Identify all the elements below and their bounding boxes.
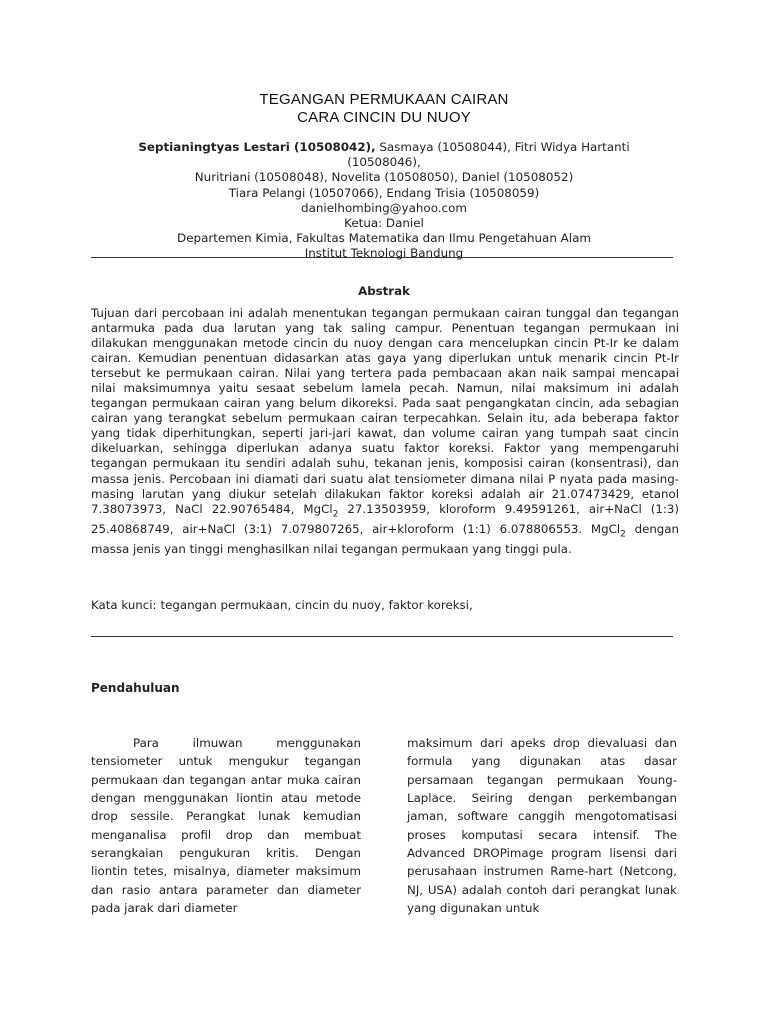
department: Departemen Kimia, Fakultas Matematika dan Ilmu Pengetahuan Alam xyxy=(177,231,591,246)
section-heading: Pendahuluan xyxy=(91,681,180,695)
header-divider xyxy=(91,257,673,258)
team-leader: Ketua: Daniel xyxy=(344,216,424,231)
keywords-list: tegangan permukaan, cincin du nuoy, faktor koreksi, xyxy=(160,598,473,612)
paper-title-line2: CARA CINCIN DU NUOY xyxy=(297,109,471,126)
abstract-heading: Abstrak xyxy=(358,284,410,298)
subscript-2: 2 xyxy=(332,508,339,519)
keywords-label: Kata kunci: xyxy=(91,598,157,612)
abstract-part1: Tujuan dari percobaan ini adalah menentukan tegangan permukaan cairan tunggal dan tegangan antarmuka pada dua larutan yang tak saling campur. Penentuan tegangan permukaan ini dilakukan menggunakan metode cincin du nuoy dengan cara mencelupkan cincin Pt-Ir ke dalam cairan. Kemudian penentuan didasarkan atas gaya yang diperlukan untuk menarik cincin Pt-Ir tersebut ke permukaan cairan. Nilai yang tertera pada pembacaan akan naik sampai mencapai nilai maksimumnya yaitu sesaat sebelum lamela pecah. Namun, nilai maksimum ini adalah tegangan permukaan cairan yang belum dikoreksi. Pada saat pengangkatan cincin, ada sebagian cairan yang terangkat sebelum permukaan cairan terpecahkan. Selain itu, ada beberapa faktor yang tidak diperhitungkan, seperti jari-jari kawat, dan volume cairan yang tumpah saat cincin dikeluarkan, sehingga diperlukan adanya suatu faktor koreksi. Faktor yang mempengaruhi tegangan permukaan itu sendiri adalah suhu, tekanan jenis, komposisi cairan (konsentrasi), dan massa jenis. Percobaan ini diamati dari suatu alat tensiometer dimana nilai P nyata pada masing-masing larutan yang diukur setelah dilakukan faktor koreksi adalah air 21.07473429, etanol 7.38073973, NaCl 22.90765484, MgCl xyxy=(91,306,679,516)
keywords-line xyxy=(91,598,473,612)
abstract-part3: dengan massa jenis yan tinggi menghasilkan nilai tegangan permukaan yang tinggi pula. xyxy=(91,522,680,557)
author-block xyxy=(110,140,658,262)
abstract-text xyxy=(91,306,679,557)
subscript-2b: 2 xyxy=(620,529,626,540)
paper-title-line1: TEGANGAN PERMUKAAN CAIRAN xyxy=(259,91,509,108)
institution: Institut Teknologi Bandung xyxy=(304,246,464,261)
lead-author: Septianingtyas Lestari (10508042), xyxy=(138,140,376,154)
author-email: danielhombing@yahoo.com xyxy=(301,200,467,215)
authors-line1 xyxy=(110,140,658,170)
abstract-part2: 27.13503959, kloroform 9.49591261, air+NaCl (1:3) 25.40868749, air+NaCl (3:1) 7.079807265, air+kloroform (1:1) 6.078806553. MgCl xyxy=(91,501,679,537)
body-column-right: maksimum dari apeks drop dievaluasi dan formula yang digunakan atas dasar persamaan tegangan permukaan Young-Laplace. Seiring dengan perkembangan jaman, software canggih mengotomatisasi proses komputasi secara intensif. The Advanced DROPimage program lisensi dari perusahaan instrumen Rame-hart (Netcong, NJ, USA) adalah contoh dari perangkat lunak yang digunakan untuk xyxy=(407,736,677,916)
abstract-divider xyxy=(91,636,673,637)
authors-line2: Nuritriani (10508048), Novelita (10508050), Daniel (10508052) xyxy=(194,170,574,185)
body-column-left: Para ilmuwan menggunakan tensiometer untuk mengukur tegangan permukaan dan tegangan antar muka cairan dengan menggunakan liontin atau metode drop sessile. Perangkat lunak kemudian menganalisa profil drop dan membuat serangkaian pengukuran kritis. Dengan liontin tetes, misalnya, diameter maksimum dan rasio antara parameter dan diameter pada jarak dari diameter xyxy=(91,736,361,916)
co-authors: Sasmaya (10508044), Fitri Widya Hartanti (10508046), xyxy=(347,140,630,170)
authors-line3: Tiara Pelangi (10507066), Endang Trisia (10508059) xyxy=(228,185,540,200)
